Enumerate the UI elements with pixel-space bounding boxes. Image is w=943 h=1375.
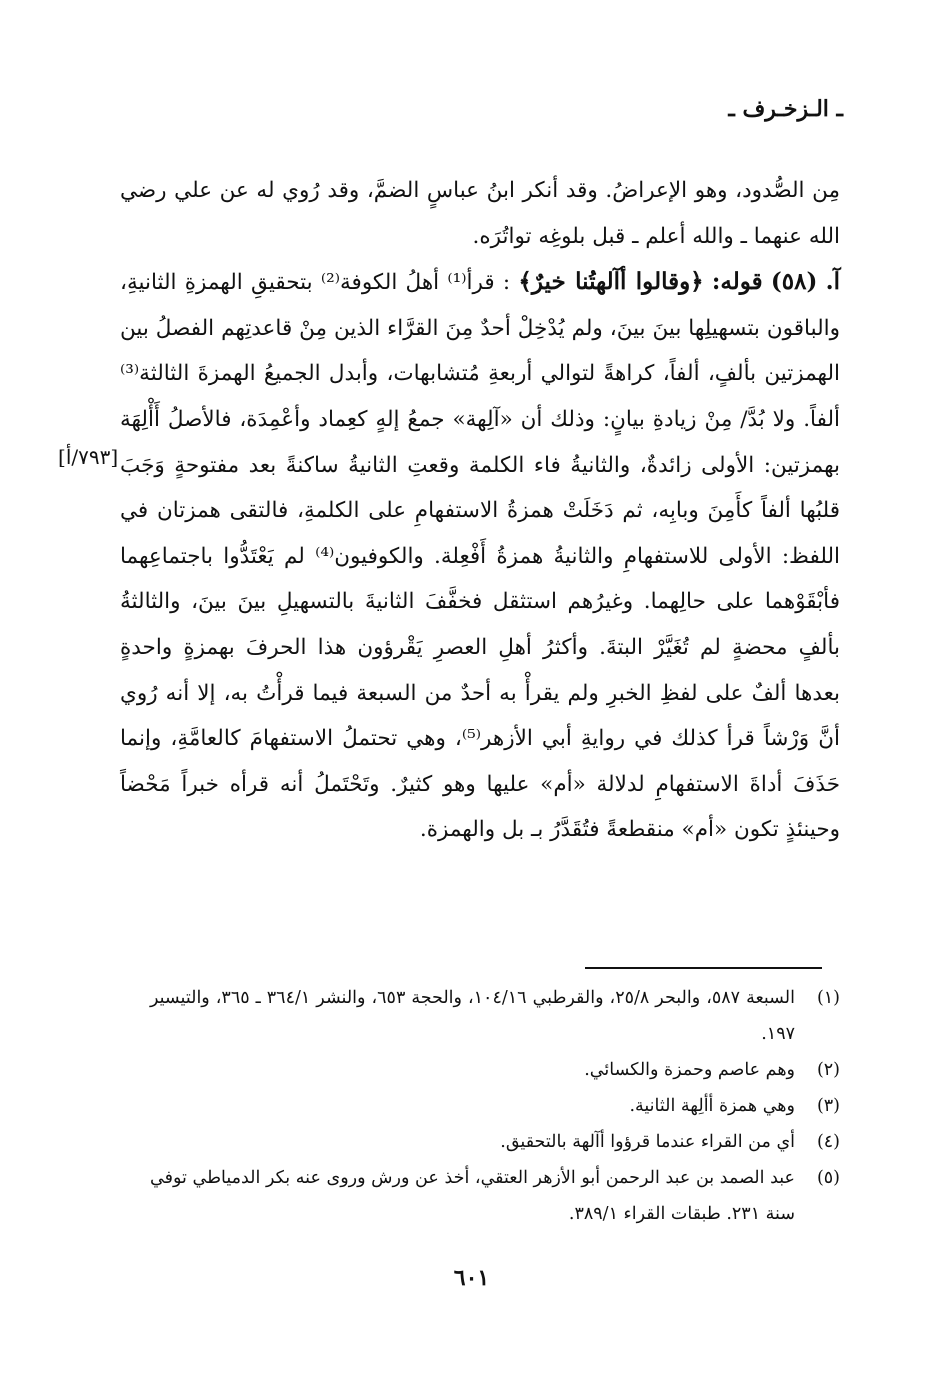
footnote-item <box>150 1124 840 1160</box>
footnote-text: وهي همزة أألِهة الثانية. <box>629 1096 795 1116</box>
footnote-number: (١) <box>816 988 840 1008</box>
quran-verse: ﴿وقالوا أآلهتُنا خيرٌ﴾ <box>518 268 704 296</box>
section-label: قوله: <box>711 268 763 296</box>
section-number: (٥٨) <box>770 268 818 296</box>
footnote-item <box>150 1088 840 1124</box>
marginal-folio-reference: [٧٩٣/أ] <box>58 445 119 469</box>
footnote-item <box>150 980 840 1052</box>
commentary-paragraph <box>120 259 840 853</box>
commentary-text: : قرأ⁽¹⁾ أهلُ الكوفة⁽²⁾ بتحقيقِ الهمزةِ الثانيةِ، والباقون بتسهيلِها بينَ بينَ، ولم يُدْخِلْ أحدٌ مِنَ القرَّاء الذين مِنْ قاعدتِهم الفصلُ بين الهمزتين بألفٍ، ألفاً، كراهةً لتوالي أربعةِ مُتشابهات، وأبدل الجميعُ الهمزةَ الثالثة⁽³⁾ ألفاً. ولا بُدَّ/ مِنْ زيادةِ بيانٍ: وذلك أن «آلِهة» جمعُ إلهٍ كعِماد وأعْمِدَة، فالأصلُ أَأْلِهَة بهمزتين: الأولى زائدةٌ، والثانيةُ فاء الكلمة وقعتِ الثانيةُ ساكنةً بعد مفتوحةٍ وَجَبَ قلبُها ألفاً كأَمِنَ وبابِه، ثم دَخَلَتْ همزةُ الاستفهامِ على الكلمةِ، فالتقى همزتان في اللفظ: الأولى للاستفهامِ والثانيةُ همزةُ أَفْعِلة. والكوفيون⁽⁴⁾ لم يَعْتَدُّوا باجتماعِهما فأبْقَوْهما على حالِهما. وغيرُهم استثقل فخفَّفَ الثانيةَ بالتسهيلِ بينَ بينَ، والثالثةُ بألفٍ محضةٍ لم تُغَيَّرْ البتةَ. وأكثرُ أهلِ العصرِ يَقْرؤون هذا الحرفَ بهمزةٍ واحدةٍ بعدها ألفٌ على لفظِ الخبرِ ولم يقرأْ به أحدٌ من السبعة فيما قرأْتُ به، إلا أنه رُوي أنَّ وَرْشاً قرأ كذلك في روايةِ أبي الأزهر⁽⁵⁾، وهي تحتملُ الاستفهامَ كالعامَّةِ، وإنما حَذَفَ أداةَ الاستفهامِ لدلالة «أم» عليها وهو كثيرٌ. وتَحْتَملُ أنه قرأه خبراً مَحْضاً وحينئذٍ تكون «أم» منقطعةً فتُقَدَّرُ بـ بل والهمزة. <box>120 270 840 843</box>
footnote-item <box>150 1052 840 1088</box>
intro-paragraph: مِن الصُّدود، وهو الإعراضُ. وقد أنكر ابنُ عباسٍ الضمَّ، وقد رُوي له عن علي رضي الله عنهما ـ والله أعلم ـ قبل بلوغِه تواتُرَه. <box>120 178 840 249</box>
footnote-text: عبد الصمد بن عبد الرحمن أبو الأزهر العتقي، أخذ عن ورش وروى عنه بكر الدمياطي توفي سنة ٢٣١. طبقات القراء ٣٨٩/١. <box>150 1168 795 1224</box>
running-header: ـ الـزخـرف ـ <box>728 96 843 122</box>
footnote-item <box>150 1160 840 1232</box>
footnotes <box>150 980 840 1232</box>
footnote-divider <box>585 967 822 969</box>
section-prefix: آ. <box>825 268 840 296</box>
footnote-number: (٣) <box>816 1096 840 1116</box>
footnote-text: السبعة ٥٨٧، والبحر ٢٥/٨، والقرطبي ١٠٤/١٦، والحجة ٦٥٣، والنشر ٣٦٤/١ ـ ٣٦٥، والتيسير ١٩٧. <box>150 988 795 1044</box>
main-text <box>120 168 840 853</box>
footnote-number: (٤) <box>816 1132 840 1152</box>
footnote-number: (٢) <box>816 1060 840 1080</box>
footnote-text: أي من القراء عندما قرؤوا أآلهة بالتحقيق. <box>500 1132 795 1152</box>
footnote-number: (٥) <box>816 1168 840 1188</box>
page-number: ٦٠١ <box>453 1265 490 1291</box>
footnote-text: وهم عاصم وحمزة والكسائي. <box>584 1060 795 1080</box>
